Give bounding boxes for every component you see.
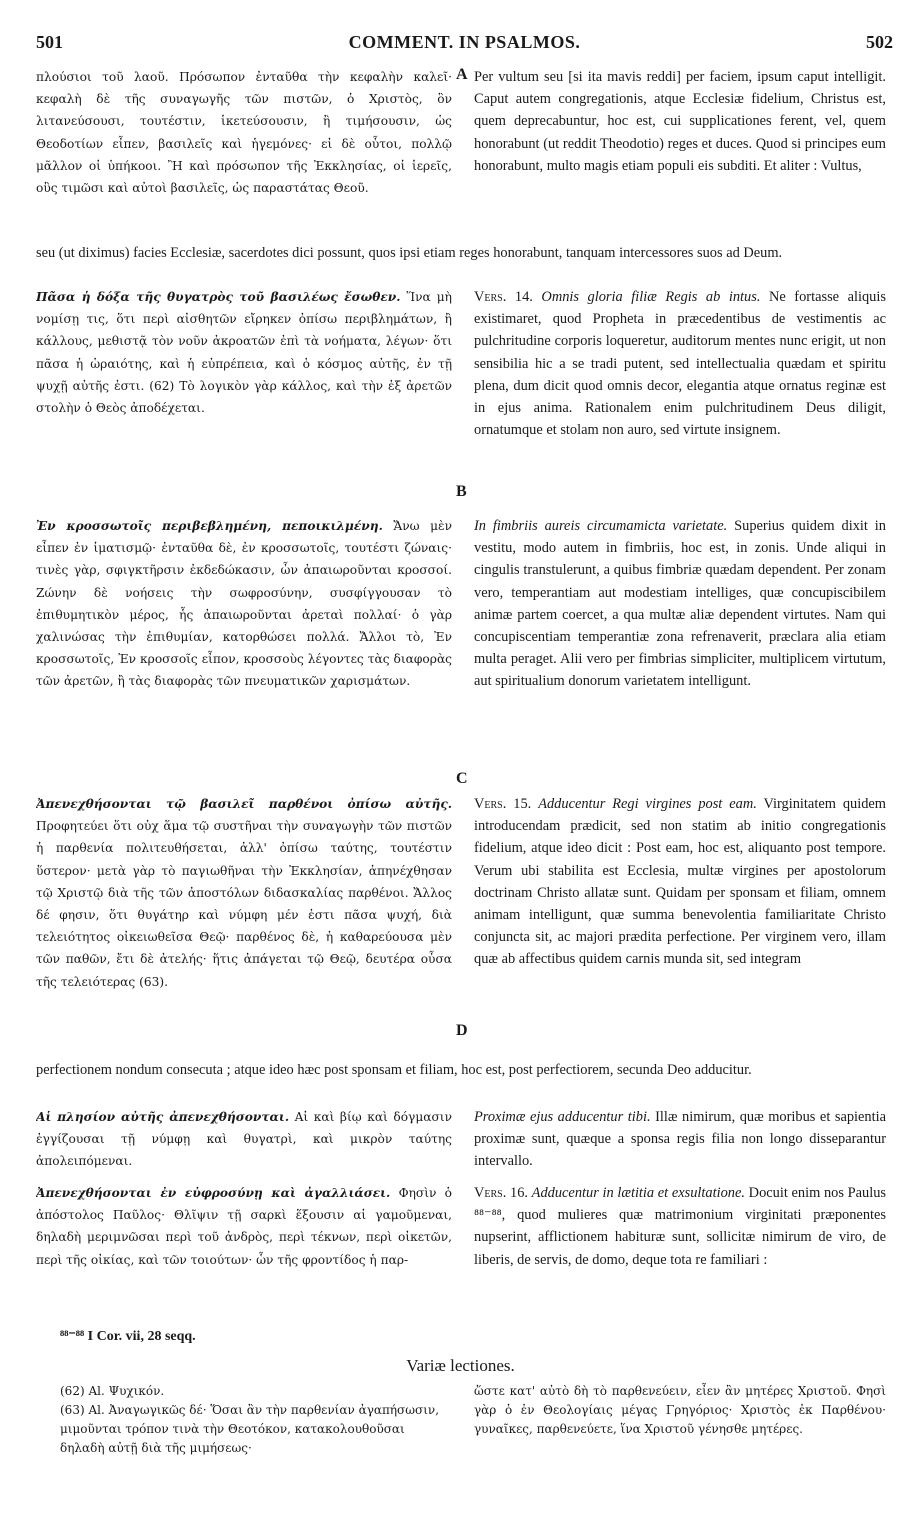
variant-readings-left	[60, 1382, 450, 1460]
margin-marker-a: A	[456, 66, 468, 83]
greek-text: Ἄνω μὲν εἶπεν ἐν ἱματισμῷ· ἐνταῦθα δὲ, ἐν κροσσωτοῖς, τουτέστι ζώναις· τινὲς γὰρ, σφιγκτῆρσιν ἐκδεδώκασιν, ὧν ἀπαιωροῦνται κροσσοί. Ζώνην δὲ νοήσεις τὴν σωφροσύνην, συσφίγγουσαν τὸ ἐπιθυμητικὸν μέρος, ἧς ἀπαιωροῦνται ἀρεταὶ πολλαί· ὁ γὰρ χαλινώσας τὴν ἐπιθυμίαν, κατορθώσει πολλά. Ἄλλοι τὸ, Ἐν κροσσωτοῖς, Ἐν κροσσοῖς εἶπον, κροσσοὺς λέγοντες τὰς διαφορὰς τῶν ἀρετῶν, ἢ τὰς διαφορὰς τῶν πνευματικῶν χαρισμάτων.	[36, 519, 452, 689]
latin-text: seu (ut diximus) facies Ecclesiæ, sacerdotes dici possunt, quos ipsi etiam reges honorabunt, tanquam intercessores suos ad Deum.	[36, 245, 783, 261]
greek-text: Αἱ καὶ βίῳ καὶ δόγμασιν ἐγγίζουσαι τῇ νύμφῃ καὶ θυγατρὶ, καὶ μικρὸν ταύτης ἀπολειπόμεναι.	[36, 1110, 452, 1169]
greek-paragraph	[36, 1106, 452, 1172]
greek-text: Φησὶν ὁ ἀπόστολος Παῦλος· Θλῖψιν τῇ σαρκὶ ἕξουσιν αἱ γαμοῦμεναι, δηλαδὴ μεριμνῶσαι περὶ τοῦ ἀνδρὸς, περὶ τέκνων, περὶ οἰκετῶν, περὶ τῆς οἰκίας, καὶ τῶν τοιούτων· ὧν τῆς φροντίδος ἡ παρ-	[36, 1186, 452, 1267]
verse-number: Vers. 15.	[474, 796, 532, 812]
latin-lemma: Adducentur Regi virgines post eam.	[538, 796, 757, 812]
latin-text: Docuit enim nos Paulus ⁸⁸⁻⁸⁸, quod mulieres quæ matrimonium virginitati præponentes nupserint, afflictionem habituræ sunt, sollicitæ nimirum de viro, de liberis, de servis, de domo, deque tota re familiari :	[474, 1185, 886, 1268]
variant-note: ὥστε κατ' αὐτὸ δὴ τὸ παρθενεύειν, εἶεν ἂν μητέρες Χριστοῦ. Φησὶ γὰρ ὁ ἐν Θεολογίαις μέγας Γρηγόριος· Χριστὸς ἐκ Παρθένου· γυναῖκες, παρθενεύετε, ἵνα Χριστοῦ γένησθε μητέρες.	[474, 1384, 886, 1436]
full-width-paragraph	[36, 1059, 886, 1103]
latin-text: Ne fortasse aliquis existimaret, quod Propheta in præcedentibus de vestimentis ac pulchritudine corporis loqueretur, auditorum mentes nunc erigit, ut non sensibilia hic a se tradi putent, sed intellectualia quædam et spiritu plena, dum dicit quod omnis decor, elegantia atque ornatus reginæ est in ejus anima. Rationalem enim pulchritudinem Deus diligit, ornatumque et stolam non auro, sed virtute insignem.	[474, 289, 886, 439]
latin-paragraph	[474, 793, 886, 1059]
greek-paragraph	[36, 66, 452, 222]
latin-text: perfectionem nondum consecuta ; atque ideo hæc post sponsam et filiam, hoc est, post perfectiorem, secunda Deo adducitur.	[36, 1062, 752, 1078]
greek-lemma: Ἀπενεχθήσονται τῷ βασιλεῖ παρθένοι ὀπίσω αὐτῆς.	[36, 797, 452, 811]
footnote-reference: ⁸⁸⁻⁸⁸ I Cor. vii, 28 seqq.	[60, 1329, 196, 1344]
greek-paragraph	[36, 793, 452, 1059]
variant-note: (63) Al. Ἀναγωγικῶς δέ· Ὅσαι ἂν τὴν παρθενίαν ἀγαπήσωσιν, μιμοῦνται τρόπον τινὰ τὴν Θεοτόκον, κατακολουθοῦσαι δηλαδὴ αὐτῇ διὰ τῆς μιμήσεως·	[60, 1403, 440, 1455]
full-width-paragraph	[36, 242, 886, 286]
margin-marker-b: B	[456, 483, 467, 500]
page-number-right: 502	[866, 32, 893, 52]
page-number-left: 501	[36, 32, 63, 52]
variant-readings-right	[474, 1382, 886, 1460]
greek-lemma: Αἱ πλησίον αὐτῆς ἀπενεχθήσονται.	[36, 1110, 290, 1124]
latin-lemma: In fimbriis aureis circumamicta varietate.	[474, 518, 728, 534]
variae-lectiones-title: Variæ lectiones.	[406, 1356, 515, 1375]
variant-note: (62) Al. Ψυχικόν.	[60, 1384, 165, 1398]
latin-paragraph	[474, 286, 886, 508]
greek-paragraph	[36, 286, 452, 506]
latin-paragraph	[474, 515, 886, 783]
latin-text: Per vultum seu [si ita mavis reddi] per faciem, ipsum caput intelligit. Caput autem congregationis, atque Ecclesiæ fidelium, Christus est, quem deprecabuntur, hoc est, cui supplicationes ferent, vel, quem honorabunt (ut reddit Theodotio) reges et duces. Quod si principes eum honorabunt, multo magis etiam populi eis subditi. Et aliter : Vultus,	[474, 69, 886, 174]
greek-text: Ἵνα μὴ νομίσῃ τις, ὅτι περὶ αἰσθητῶν εἴρηκεν ὀπίσω περιβλημάτων, ἢ κάλλους, μεθιστᾷ τὸν νοῦν ἀκροατῶν ἐπὶ τὰ νοήματα, λέγων· ὅτι πᾶσα ἡ ὡραιότης, καὶ ἡ εὐπρέπεια, καὶ ὁ κόσμος αὐτῆς, ἐν τῇ ψυχῇ αὐτῆς ἐστι. (62) Τὸ λογικὸν γὰρ κάλλος, καὶ τὴν ἐξ ἀρετῶν στολὴν ὁ Θεὸς ἀποδέχεται.	[36, 290, 452, 416]
greek-paragraph	[36, 1182, 452, 1316]
margin-marker-c: C	[456, 770, 468, 787]
latin-paragraph	[474, 1106, 886, 1172]
margin-marker-d: D	[456, 1022, 468, 1039]
running-header	[36, 32, 893, 60]
greek-paragraph	[36, 515, 452, 757]
greek-text: Προφητεύει ὅτι οὐχ ἅμα τῷ συστῆναι τὴν συναγωγὴν τῶν πιστῶν ἡ παρθενία πολιτευθήσεται, ἀλλ' ὀπίσω ταύτης, τουτέστιν ὕστερον· μετὰ γὰρ τὸ παγιωθῆναι τὴν Ἐκκλησίαν, ἀπηνέχθησαν τῷ Χριστῷ διὰ τῆς τῶν ἀποστόλων διδασκαλίας παρθένοι. Ἄλλος δέ φησιν, ὅτι θυγάτηρ καὶ νύμφη μέν ἐστι πᾶσα ψυχή, διὰ τελειότητος οἰκειωθεῖσα Θεῷ· παρθένος δὲ, ἡ καθαρεύουσα μὲν τῶν παθῶν, ἔτι δὲ ἀτελής· ἥτις ἀπάγεται τῷ Θεῷ, δευτέρα οὖσα τῆς τελειότερας (63).	[36, 819, 452, 989]
verse-number: Vers. 14.	[474, 289, 533, 305]
greek-lemma: Ἀπενεχθήσονται ἐν εὐφροσύνῃ καὶ ἀγαλλιάσει.	[36, 1186, 391, 1200]
latin-lemma: Proximæ ejus adducentur tibi.	[474, 1109, 651, 1125]
latin-text: Illæ nimirum, quæ moribus et sapientia proximæ sunt, quæque a sponsa regis filia non longo disseparantur intervallo.	[474, 1109, 886, 1170]
greek-lemma: Ἐν κροσσωτοῖς περιβεβλημένη, πεποικιλμένη.	[36, 519, 383, 533]
greek-text: πλούσιοι τοῦ λαοῦ. Πρόσωπον ἐνταῦθα τὴν κεφαλὴν καλεῖ· κεφαλὴ δὲ τῆς συναγωγῆς τῶν πιστῶν, ὁ Χριστὸς, ὃν λιτανεύσουσι, τουτέστιν, ἱκετεύσουσιν, ἢ τιμήσουσιν, ὡς Θεοδοτίων εἶπεν, βασιλεῖς καὶ ἡγεμόνες· εἰ δὲ οὗτοι, πολλῷ μᾶλλον οἱ ὑπήκοοι. Ἢ καὶ πρόσωπον τῆς Ἐκκλησίας, οἱ ἱερεῖς, οὓς τιμῶσι καὶ αὐτοὶ βασιλεῖς, ὡς παραστάτας Θεοῦ.	[36, 70, 452, 196]
verse-number: Vers. 16.	[474, 1185, 528, 1201]
latin-text: Superius quidem dixit in vestitu, modo autem in fimbriis, hoc est, in zonis. Unde aliqui in cingulis transtulerunt, a quibus fimbriæ quædam dependent. Per zonam vero, temperantiam aut modestiam intelliges, quæ concupiscibilem animæ partem coercet, a qua multæ aliæ dependent virtutes. Nam qui concupiscentiam temperantiæ zona refrenaverit, præclara alia etiam multa peraget. Alii vero per fimbrias simpliciter, multiplicem virtutum, aut spiritualium donorum varietatem intelligunt.	[474, 518, 886, 690]
latin-paragraph	[474, 1182, 886, 1316]
latin-text: Virginitatem quidem introducendam prædicit, sed non statim ab initio congregationis fidelium, atque ideo dicit : Post eam, hoc est, aliquanto post tempore. Verum ubi stabilita est Ecclesia, multæ virgines per apostolorum doctrinam Christo allatæ sunt. Quidam per sponsam et filiam, omnem animam intelligunt, quæ summa benevolentia familiaritate Christo conjuncta sit, ac majori prædita perfectione. Per virginem vero, illam quæ ab affectibus quidem carnis munda sit, sed integram	[474, 796, 886, 968]
latin-lemma: Omnis gloria filiæ Regis ab intus.	[541, 289, 761, 305]
latin-paragraph	[474, 66, 886, 244]
latin-lemma: Adducentur in lætitia et exsultatione.	[531, 1185, 745, 1201]
greek-lemma: Πᾶσα ἡ δόξα τῆς θυγατρὸς τοῦ βασιλέως ἔσωθεν.	[36, 290, 401, 304]
running-title: COMMENT. IN PSALMOS.	[348, 32, 581, 52]
